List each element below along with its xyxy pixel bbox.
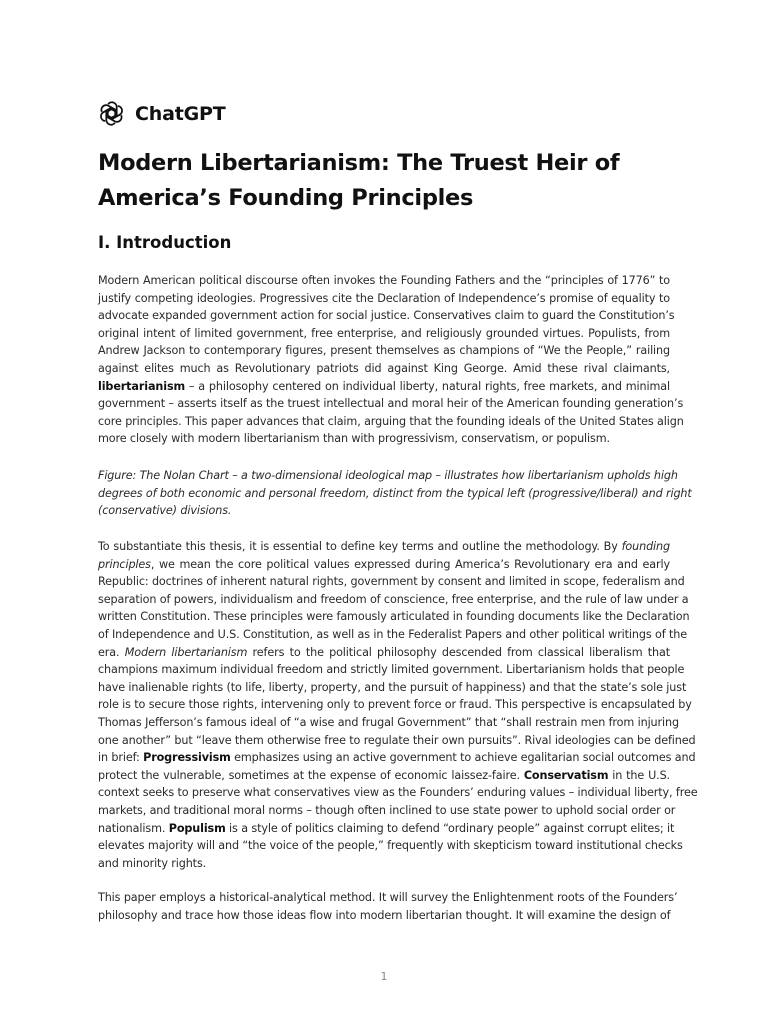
- text-line: Modern American political discourse often invokes the Founding Fathers and the “principles of 1776” to: [98, 274, 670, 287]
- text-line: This paper employs a historical-analytical method. It will survey the Enlightenment roots of the Founders’: [98, 891, 678, 904]
- text-line: era. Modern libertarianism refers to the political philosophy descended from classical liberalism that: [98, 645, 670, 659]
- text-line: nationalism. Populism is a style of politics claiming to defend “ordinary people” against corrupt elites; it: [98, 821, 675, 835]
- text-line: one another” but “leave them otherwise free to regulate their own pursuits”. Rival ideologies can be defined: [98, 733, 696, 747]
- text-line: government – asserts itself as the truest intellectual and moral heir of the American founding generation’s: [98, 397, 684, 411]
- text-line: (conservative) divisions.: [98, 504, 232, 518]
- figure-caption: [98, 467, 692, 520]
- text-line: Figure: The Nolan Chart – a two-dimensional ideological map – illustrates how libertarianism upholds high: [98, 469, 678, 482]
- text-line: Republic: doctrines of inherent natural rights, government by consent and limited in scope, federalism and: [98, 575, 685, 589]
- intro-paragraph-2: [98, 538, 698, 872]
- text-line: written Constitution. These principles were famously articulated in founding documents like the Declaration: [98, 610, 690, 624]
- title-line-2: America’s Founding Principles: [98, 185, 474, 211]
- text-line: in brief: Progressivism emphasizes using an active government to achieve egalitarian social outcomes and: [98, 751, 696, 765]
- text-line: To substantiate this thesis, it is essential to define key terms and outline the methodology. By founding: [98, 540, 670, 553]
- text-line: libertarianism – a philosophy centered on individual liberty, natural rights, free markets, and minimal: [98, 379, 670, 393]
- text-line: have inalienable rights (to life, liberty, property, and the pursuit of happiness) and that the state’s sole just: [98, 680, 687, 694]
- text-line: principles, we mean the core political values expressed during America’s Revolutionary era and early: [98, 557, 670, 571]
- section-heading-introduction: I. Introduction: [98, 233, 232, 252]
- text-line: core principles. This paper advances that claim, arguing that the founding ideals of the United States align: [98, 414, 684, 428]
- page-number: 1: [380, 970, 388, 983]
- text-line: markets, and traditional moral norms – though often inclined to use state power to uphold social order or: [98, 803, 676, 817]
- text-line: advocate expanded government action for social justice. Conservatives claim to guard the Constitution’s: [98, 309, 675, 323]
- text-line: champions maximum individual freedom and strictly limited government. Libertarianism holds that people: [98, 663, 685, 677]
- text-line: and minority rights.: [98, 856, 207, 870]
- text-line: Thomas Jefferson’s famous ideal of “a wise and frugal Government” that “shall restrain men from injuring: [98, 715, 679, 729]
- text-line: against elites much as Revolutionary patriots did against King George. Amid these rival claimants,: [98, 361, 670, 375]
- document-title: [98, 146, 658, 216]
- text-line: separation of powers, individualism and freedom of conscience, free enterprise, and the rule of law under a: [98, 592, 689, 606]
- text-line: role is to secure those rights, intervening only to prevent force or fraud. This perspective is encapsulated by: [98, 698, 692, 712]
- text-line: more closely with modern libertarianism than with progressivism, conservatism, or populism.: [98, 432, 610, 446]
- text-line: context seeks to preserve what conservatives view as the Founders’ enduring values – individual liberty, free: [98, 786, 698, 800]
- brand-header: [98, 100, 225, 127]
- text-line: Andrew Jackson to contemporary figures, present themselves as champions of “We the People,” railing: [98, 344, 670, 358]
- openai-logo-icon: [98, 100, 125, 127]
- intro-paragraph-1: [98, 272, 684, 448]
- text-line: original intent of limited government, free enterprise, and religiously grounded virtues. Populists, from: [98, 326, 670, 340]
- title-line-1: Modern Libertarianism: The Truest Heir of: [98, 150, 620, 176]
- text-line: degrees of both economic and personal freedom, distinct from the typical left (progressive/liberal) and right: [98, 486, 692, 500]
- intro-paragraph-3: [98, 889, 678, 924]
- text-line: protect the vulnerable, sometimes at the expense of economic laissez-faire. Conservatism in the U.S.: [98, 768, 670, 782]
- text-line: philosophy and trace how those ideas flow into modern libertarian thought. It will examine the design of: [98, 908, 671, 922]
- text-line: elevates majority will and “the voice of the people,” frequently with skepticism toward institutional checks: [98, 839, 683, 853]
- text-line: of Independence and U.S. Constitution, as well as in the Federalist Papers and other political writings of the: [98, 627, 687, 641]
- brand-name: ChatGPT: [135, 102, 226, 125]
- text-line: justify competing ideologies. Progressives cite the Declaration of Independence’s promise of equality to: [98, 291, 670, 305]
